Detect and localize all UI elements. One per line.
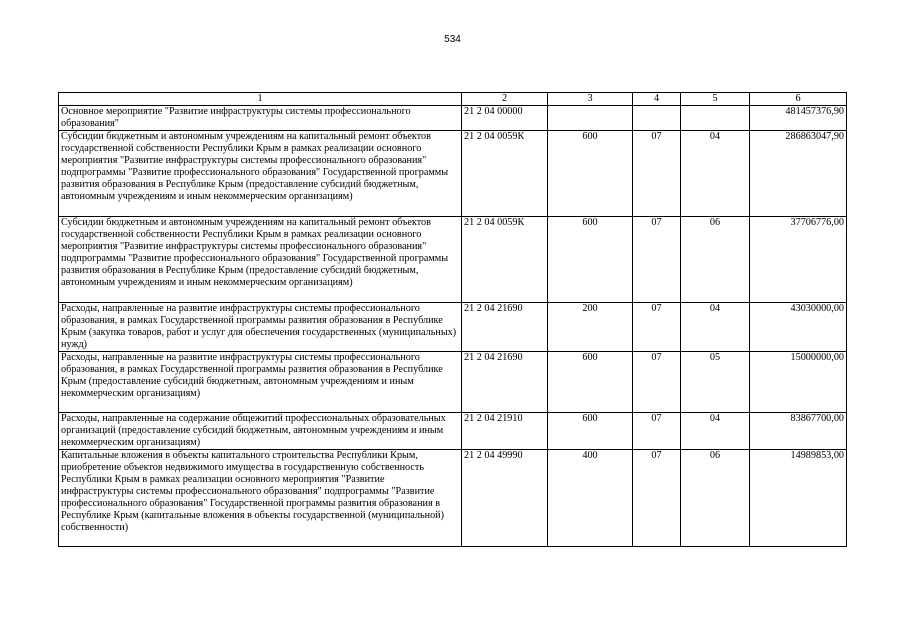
row-vr: 600 (548, 413, 633, 450)
header-row (59, 93, 847, 106)
row-code: 21 2 04 00000 (462, 106, 548, 131)
header-col-3: 3 (548, 93, 633, 106)
table-row (59, 303, 847, 352)
row-name: Основное мероприятие "Развитие инфраструктуры системы профессионального образования" (59, 106, 462, 131)
row-rz: 07 (633, 450, 681, 547)
row-sum: 43030000,00 (750, 303, 847, 352)
row-rz: 07 (633, 413, 681, 450)
row-sum: 15000000,00 (750, 352, 847, 413)
row-name: Субсидии бюджетным и автономным учреждениям на капитальный ремонт объектов государственной собственности Республики Крым в рамках реализации основного мероприятия "Развитие инфраструктуры системы профессионального образования" подпрограммы "Развитие профессионального образования" Государственной программы развития образования в Республике Крым (предоставление субсидий бюджетным, автономным учреждениям и иным некоммерческим организациям) (59, 217, 462, 303)
row-vr: 600 (548, 352, 633, 413)
header-col-5: 5 (681, 93, 750, 106)
row-code: 21 2 04 0059К (462, 217, 548, 303)
row-rz: 07 (633, 131, 681, 217)
row-pr: 04 (681, 131, 750, 217)
row-sum: 83867700,00 (750, 413, 847, 450)
table-row (59, 413, 847, 450)
row-name: Расходы, направленные на содержание общежитий профессиональных образовательных организаций (предоставление субсидий бюджетным, автономным учреждениям и иным некоммерческим организациям) (59, 413, 462, 450)
row-pr: 06 (681, 217, 750, 303)
row-name: Расходы, направленные на развитие инфраструктуры системы профессионального образования, в рамках Государственной программы развития образования в Республике Крым (закупка товаров, работ и услуг для обеспечения государственных (муниципальных) нужд) (59, 303, 462, 352)
row-vr (548, 106, 633, 131)
row-sum: 286863047,90 (750, 131, 847, 217)
table-row (59, 106, 847, 131)
row-sum: 37706776,00 (750, 217, 847, 303)
table-row (59, 131, 847, 217)
row-name: Субсидии бюджетным и автономным учреждениям на капитальный ремонт объектов государственной собственности Республики Крым в рамках реализации основного мероприятия "Развитие инфраструктуры системы профессионального образования" подпрограммы "Развитие профессионального образования" Государственной программы развития образования в Республике Крым (предоставление субсидий бюджетным, автономным учреждениям и иным некоммерческим организациям) (59, 131, 462, 217)
row-sum: 481457376,90 (750, 106, 847, 131)
header-col-1: 1 (59, 93, 462, 106)
row-vr: 200 (548, 303, 633, 352)
header-col-2: 2 (462, 93, 548, 106)
row-vr: 600 (548, 217, 633, 303)
header-col-6: 6 (750, 93, 847, 106)
row-rz (633, 106, 681, 131)
table-row (59, 352, 847, 413)
row-code: 21 2 04 49990 (462, 450, 548, 547)
row-sum: 14989853,00 (750, 450, 847, 547)
row-pr: 05 (681, 352, 750, 413)
table-row (59, 450, 847, 547)
row-code: 21 2 04 0059К (462, 131, 548, 217)
row-code: 21 2 04 21910 (462, 413, 548, 450)
table-row (59, 217, 847, 303)
row-pr: 06 (681, 450, 750, 547)
row-name: Капитальные вложения в объекты капитального строительства Республики Крым, приобретение объектов недвижимого имущества в государственную собственность Республики Крым в рамках реализации основного мероприятия "Развитие инфраструктуры системы профессионального образования" подпрограммы "Развитие профессионального образования" Государственной программы развития образования в Республике Крым (капитальные вложения в объекты государственной (муниципальной) собственности) (59, 450, 462, 547)
row-code: 21 2 04 21690 (462, 352, 548, 413)
header-col-4: 4 (633, 93, 681, 106)
row-pr (681, 106, 750, 131)
row-name: Расходы, направленные на развитие инфраструктуры системы профессионального образования, в рамках Государственной программы развития образования в Республике Крым (предоставление субсидий бюджетным, автономным учреждениям и иным некоммерческим организациям) (59, 352, 462, 413)
page-number: 534 (444, 34, 461, 45)
row-vr: 600 (548, 131, 633, 217)
budget-table (58, 92, 847, 547)
row-rz: 07 (633, 352, 681, 413)
row-pr: 04 (681, 303, 750, 352)
row-pr: 04 (681, 413, 750, 450)
row-rz: 07 (633, 303, 681, 352)
row-rz: 07 (633, 217, 681, 303)
row-vr: 400 (548, 450, 633, 547)
row-code: 21 2 04 21690 (462, 303, 548, 352)
